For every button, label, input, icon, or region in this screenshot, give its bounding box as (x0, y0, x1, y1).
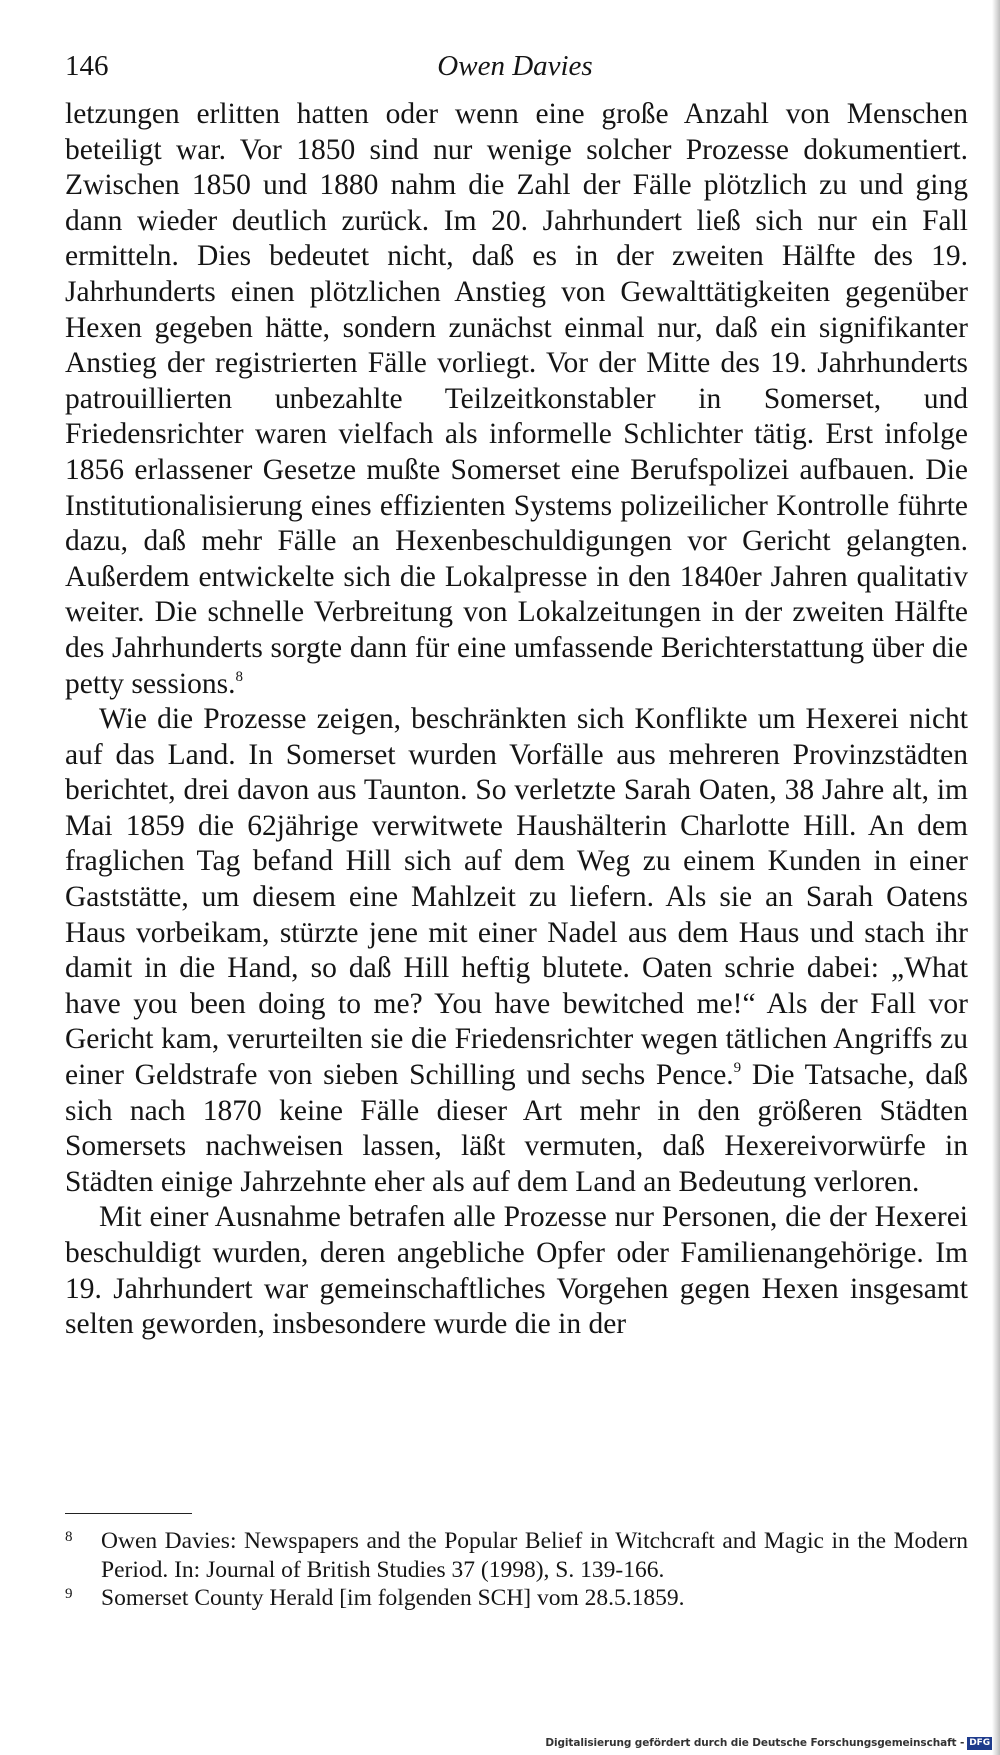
footnote-text: Somerset County Herald [im folgenden SCH] vom 28.5.1859. (101, 1585, 685, 1611)
footnote-reference-8: 8 (235, 668, 243, 685)
paragraph-1-text: letzungen erlitten hatten oder wenn eine große Anzahl von Menschen beteiligt war. Vor 1850 sind nur wenige solcher Prozesse dokumentiert. Zwischen 1850 und 1880 nahm die Zahl der Fälle plötzlich zu und ging dann wieder deutlich zurück. Im 20. Jahrhundert ließ sich nur ein Fall ermitteln. Dies bedeutet nicht, daß es in der zweiten Hälfte des 19. Jahrhunderts einen plötzlichen Anstieg von Gewalttätigkeiten gegenüber Hexen gegeben hätte, sondern zunächst einmal nur, daß ein signifikanter Anstieg der registrierten Fälle vorliegt. Vor der Mitte des 19. Jahrhunderts patrouillierten unbezahlte Teilzeitkonstabler in Somerset, und Friedensrichter waren vielfach als informelle Schlichter tätig. Erst infolge 1856 erlassener Gesetze mußte Somerset eine Berufspolizei aufbauen. Die Institutionalisierung eines effizienten Systems polizeilicher Kontrolle führte dazu, daß mehr Fälle an Hexenbeschuldigungen vor Gericht gelangten. Außerdem entwickelte sich die Lokalpresse in den 1840er Jahren qualitativ weiter. Die schnelle Verbreitung von Lokalzeitungen in der zweiten Hälfte des Jahrhunderts sorgte dann für eine umfassende Berichterstattung über die petty sessions. (65, 98, 968, 700)
page-edge-shadow (992, 0, 1000, 1755)
dfg-logo: DFG (969, 1737, 990, 1748)
paragraph-2-text-b: Die Tatsache, daß sich nach 1870 keine Fälle dieser Art mehr in den größeren Städten Somersets nachweisen lassen, läßt vermuten, daß Hexereivorwürfe in Städten einige Jahrzehnte eher als auf dem Land an Bedeutung verloren. (65, 1059, 968, 1198)
paragraph-1 (65, 97, 968, 702)
body-text (65, 97, 968, 1343)
footnote-marker: 9 (65, 1586, 73, 1602)
footnote-9 (65, 1584, 968, 1613)
digitization-credit-text: Digitalisierung gefördert durch die Deutsche Forschungsgemeinschaft - (545, 1737, 965, 1749)
paragraph-2 (65, 702, 968, 1200)
running-head: Owen Davies (437, 50, 593, 82)
digitization-credit (545, 1735, 992, 1751)
footnotes (65, 1527, 968, 1613)
footnote-marker: 8 (65, 1529, 73, 1545)
footnote-8 (65, 1527, 968, 1584)
page-header (65, 50, 965, 94)
paragraph-3: Mit einer Ausnahme betrafen alle Prozesse nur Personen, die der Hexerei beschuldigt wurden, deren angebliche Opfer oder Familienangehörige. Im 19. Jahrhundert war gemeinschaftliches Vorgehen gegen Hexen insgesamt selten geworden, insbesondere wurde die in der (65, 1201, 968, 1341)
paragraph-2-text-a: Wie die Prozesse zeigen, beschränkten sich Konflikte um Hexerei nicht auf das Land. In Somerset wurden Vorfälle aus mehreren Provinzstädten berichtet, drei davon aus Taunton. So verletzte Sarah Oaten, 38 Jahre alt, im Mai 1859 die 62jährige verwitwete Haushälterin Charlotte Hill. An dem fraglichen Tag befand Hill sich auf dem Weg zu einem Kunden in einer Gaststätte, um diesem eine Mahlzeit zu liefern. Als sie an Sarah Oatens Haus vorbeikam, stürzte jene mit einer Nadel aus dem Haus und stach ihr damit in die Hand, so daß Hill heftig blutete. Oaten schrie dabei: „What have you been doing to me? You have bewitched me!“ Als der Fall vor Gericht kam, verurteilten sie die Friedensrichter wegen tätlichen Angriffs zu einer Geldstrafe von sieben Schilling und sechs Pence. (65, 703, 968, 1092)
footnote-reference-9: 9 (733, 1060, 742, 1077)
footnote-text: Owen Davies: Newspapers and the Popular Belief in Witchcraft and Magic in the Modern Period. In: Journal of British Studies 37 (1998), S. 139-166. (101, 1528, 968, 1583)
page-number: 146 (65, 50, 109, 82)
footnote-separator (65, 1513, 192, 1514)
